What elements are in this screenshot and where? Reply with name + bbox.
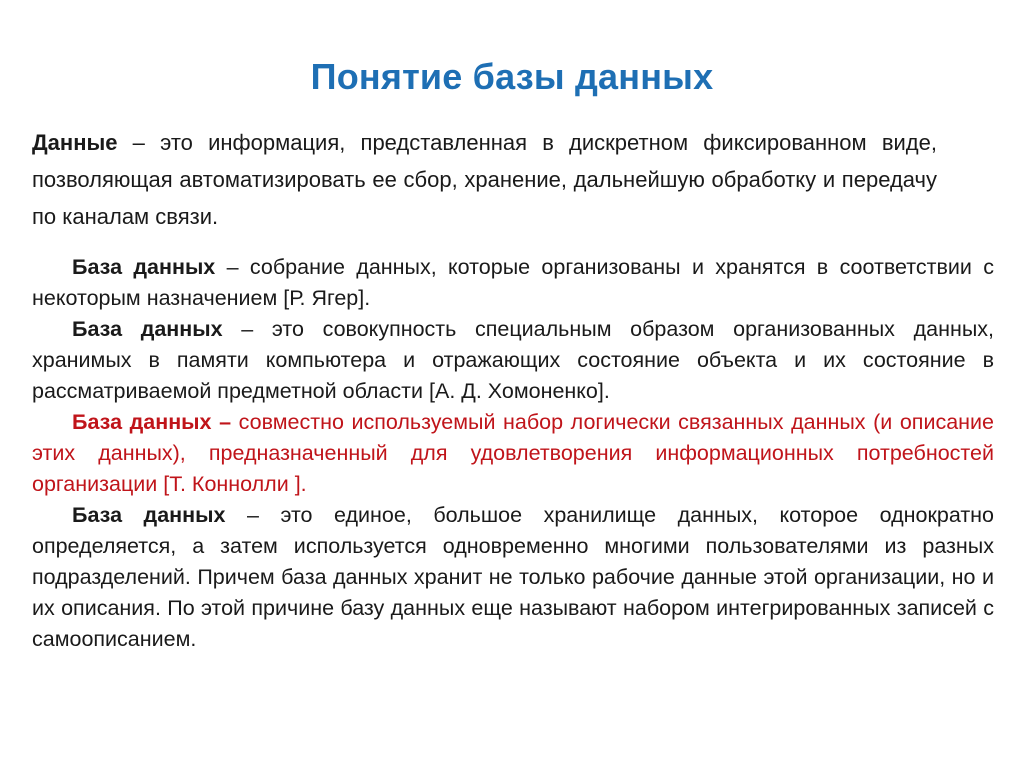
definition-text: совместно используемый набор логически связанных данных (и описание этих данных), предназначенный для удовлетворения информационных потребностей организации [Т. Коннолли ]. xyxy=(32,410,994,496)
database-definitions xyxy=(32,252,994,655)
data-term: Данные xyxy=(32,130,118,155)
data-definition xyxy=(32,124,937,235)
definition-khomonenko xyxy=(32,314,994,407)
slide-title: Понятие базы данных xyxy=(310,56,714,97)
definition-text: – это совокупность специальным образом организованных данных, хранимых в памяти компьютера и отражающих состояние объекта и их состояние в рассматриваемой предметной области [А. Д. Хомоненко]. xyxy=(32,317,994,403)
definition-term: База данных xyxy=(72,503,226,527)
definition-term: База данных – xyxy=(72,410,232,434)
definition-term: База данных xyxy=(72,255,216,279)
definition-connolly xyxy=(32,407,994,500)
data-definition-text: – это информация, представленная в дискретном фиксированном виде, позволяющая автоматизировать ее сбор, хранение, дальнейшую обработку и передачу по каналам связи. xyxy=(32,130,937,229)
definition-text: – это единое, большое хранилище данных, которое однократно определяется, а затем используется одновременно многими пользователями из разных подразделений. Причем база данных хранит не только рабочие данные этой организации, но и их описания. По этой причине базу данных еще называют набором интегрированных записей с самоописанием. xyxy=(32,503,995,651)
definition-text: – собрание данных, которые организованы и хранятся в соответствии с некоторым назначением [Р. Ягер]. xyxy=(32,255,995,310)
definition-repository xyxy=(32,500,994,655)
definition-yager xyxy=(32,252,994,314)
definition-term: База данных xyxy=(72,317,223,341)
